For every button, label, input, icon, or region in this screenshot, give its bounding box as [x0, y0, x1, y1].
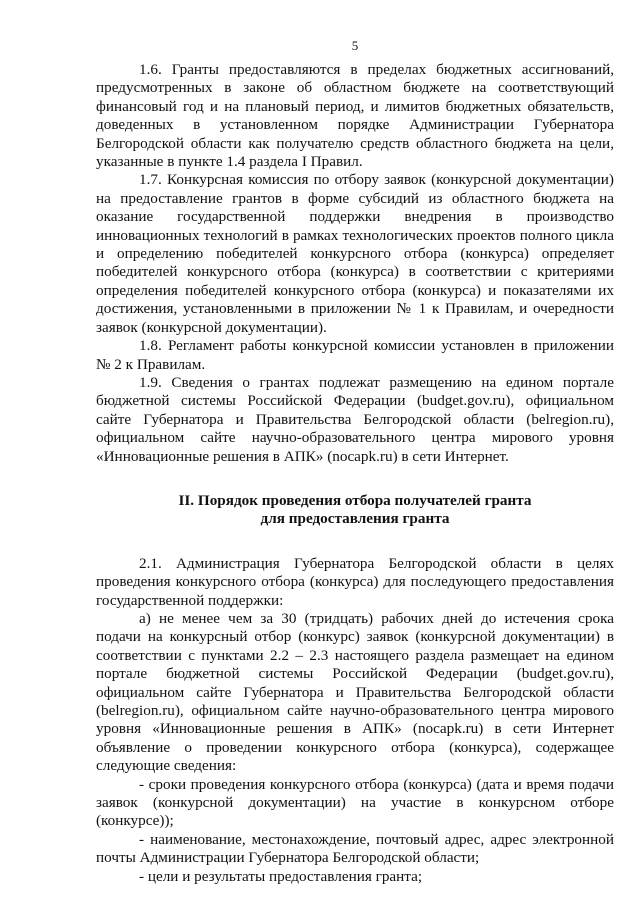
paragraph-2-1-a: а) не менее чем за 30 (тридцать) рабочих дней до истечения срока подачи на конкурсный отбор (конкурс) заявок (конкурсной документации) в соответствии с пунктами 2.2 – 2.3 настоящего раздела размещает на едином портале бюджетной системы Российской Федерации (budget.gov.ru), официальном сайте Губернатора и Правительства Белгородской области (belregion.ru), официальном сайте научно-образовательного центра мирового уровня «Инновационные решения в АПК» (nocapk.ru) в сети Интернет объявление о проведении конкурсного отбора (конкурса), содержащее следующие сведения: — [96, 609, 614, 775]
paragraph-1-7: 1.7. Конкурсная комиссия по отбору заявок (конкурсной документации) на предоставление грантов в форме субсидий из областного бюджета на оказание государственной поддержки внедрения в производство инновационных технологий в рамках технологических проектов полного цикла и определению победителей конкурсного отбора (конкурса) определяет победителей конкурсного отбора (конкурса) в соответствии с критериями определения победителей конкурсного отбора (конкурса) и показателями их достижения, установленными в приложении № 1 к Правилам, и очередности заявок (конкурсной документации). — [96, 171, 614, 336]
paragraph-1-8: 1.8. Регламент работы конкурсной комиссии установлен в приложении № 2 к Правилам. — [96, 337, 614, 373]
section-heading-line-2: для предоставления гранта — [260, 510, 450, 528]
list-item-address: - наименование, местонахождение, почтовый адрес, адрес электронной почты Администрации Губернатора Белгородской области; — [96, 830, 614, 867]
section-heading — [96, 492, 614, 529]
section-heading-line-1: II. Порядок проведения отбора получателей гранта — [178, 491, 532, 509]
paragraph-1-9: 1.9. Сведения о грантах подлежат размещению на едином портале бюджетной системы Российской Федерации (budget.gov.ru), официальном сайте Губернатора и Правительства Белгородской области (belregion.ru), официальном сайте научно-образовательного центра мирового уровня «Инновационные решения в АПК» (nocapk.ru) в сети Интернет. — [96, 373, 614, 465]
list-item-terms: - сроки проведения конкурсного отбора (конкурса) (дата и время подачи заявок (конкурсной документации) на участие в конкурсном отборе (конкурсе)); — [96, 775, 614, 830]
page-number: 5 — [351, 38, 359, 53]
list-item-goals: - цели и результаты предоставления гранта; — [139, 867, 423, 885]
paragraph-1-6: 1.6. Гранты предоставляются в пределах бюджетных ассигнований, предусмотренных в законе об областном бюджете на соответствующий финансовый год и на плановый период, и лимитов бюджетных обязательств, доведенных в установленном порядке Администрации Губернатора Белгородской области как получателю средств областного бюджета на цели, указанные в пункте 1.4 раздела I Правил. — [96, 61, 614, 171]
paragraph-2-1: 2.1. Администрация Губернатора Белгородской области в целях проведения конкурсного отбора (конкурса) для последующего предоставления государственной поддержки: — [96, 554, 614, 609]
